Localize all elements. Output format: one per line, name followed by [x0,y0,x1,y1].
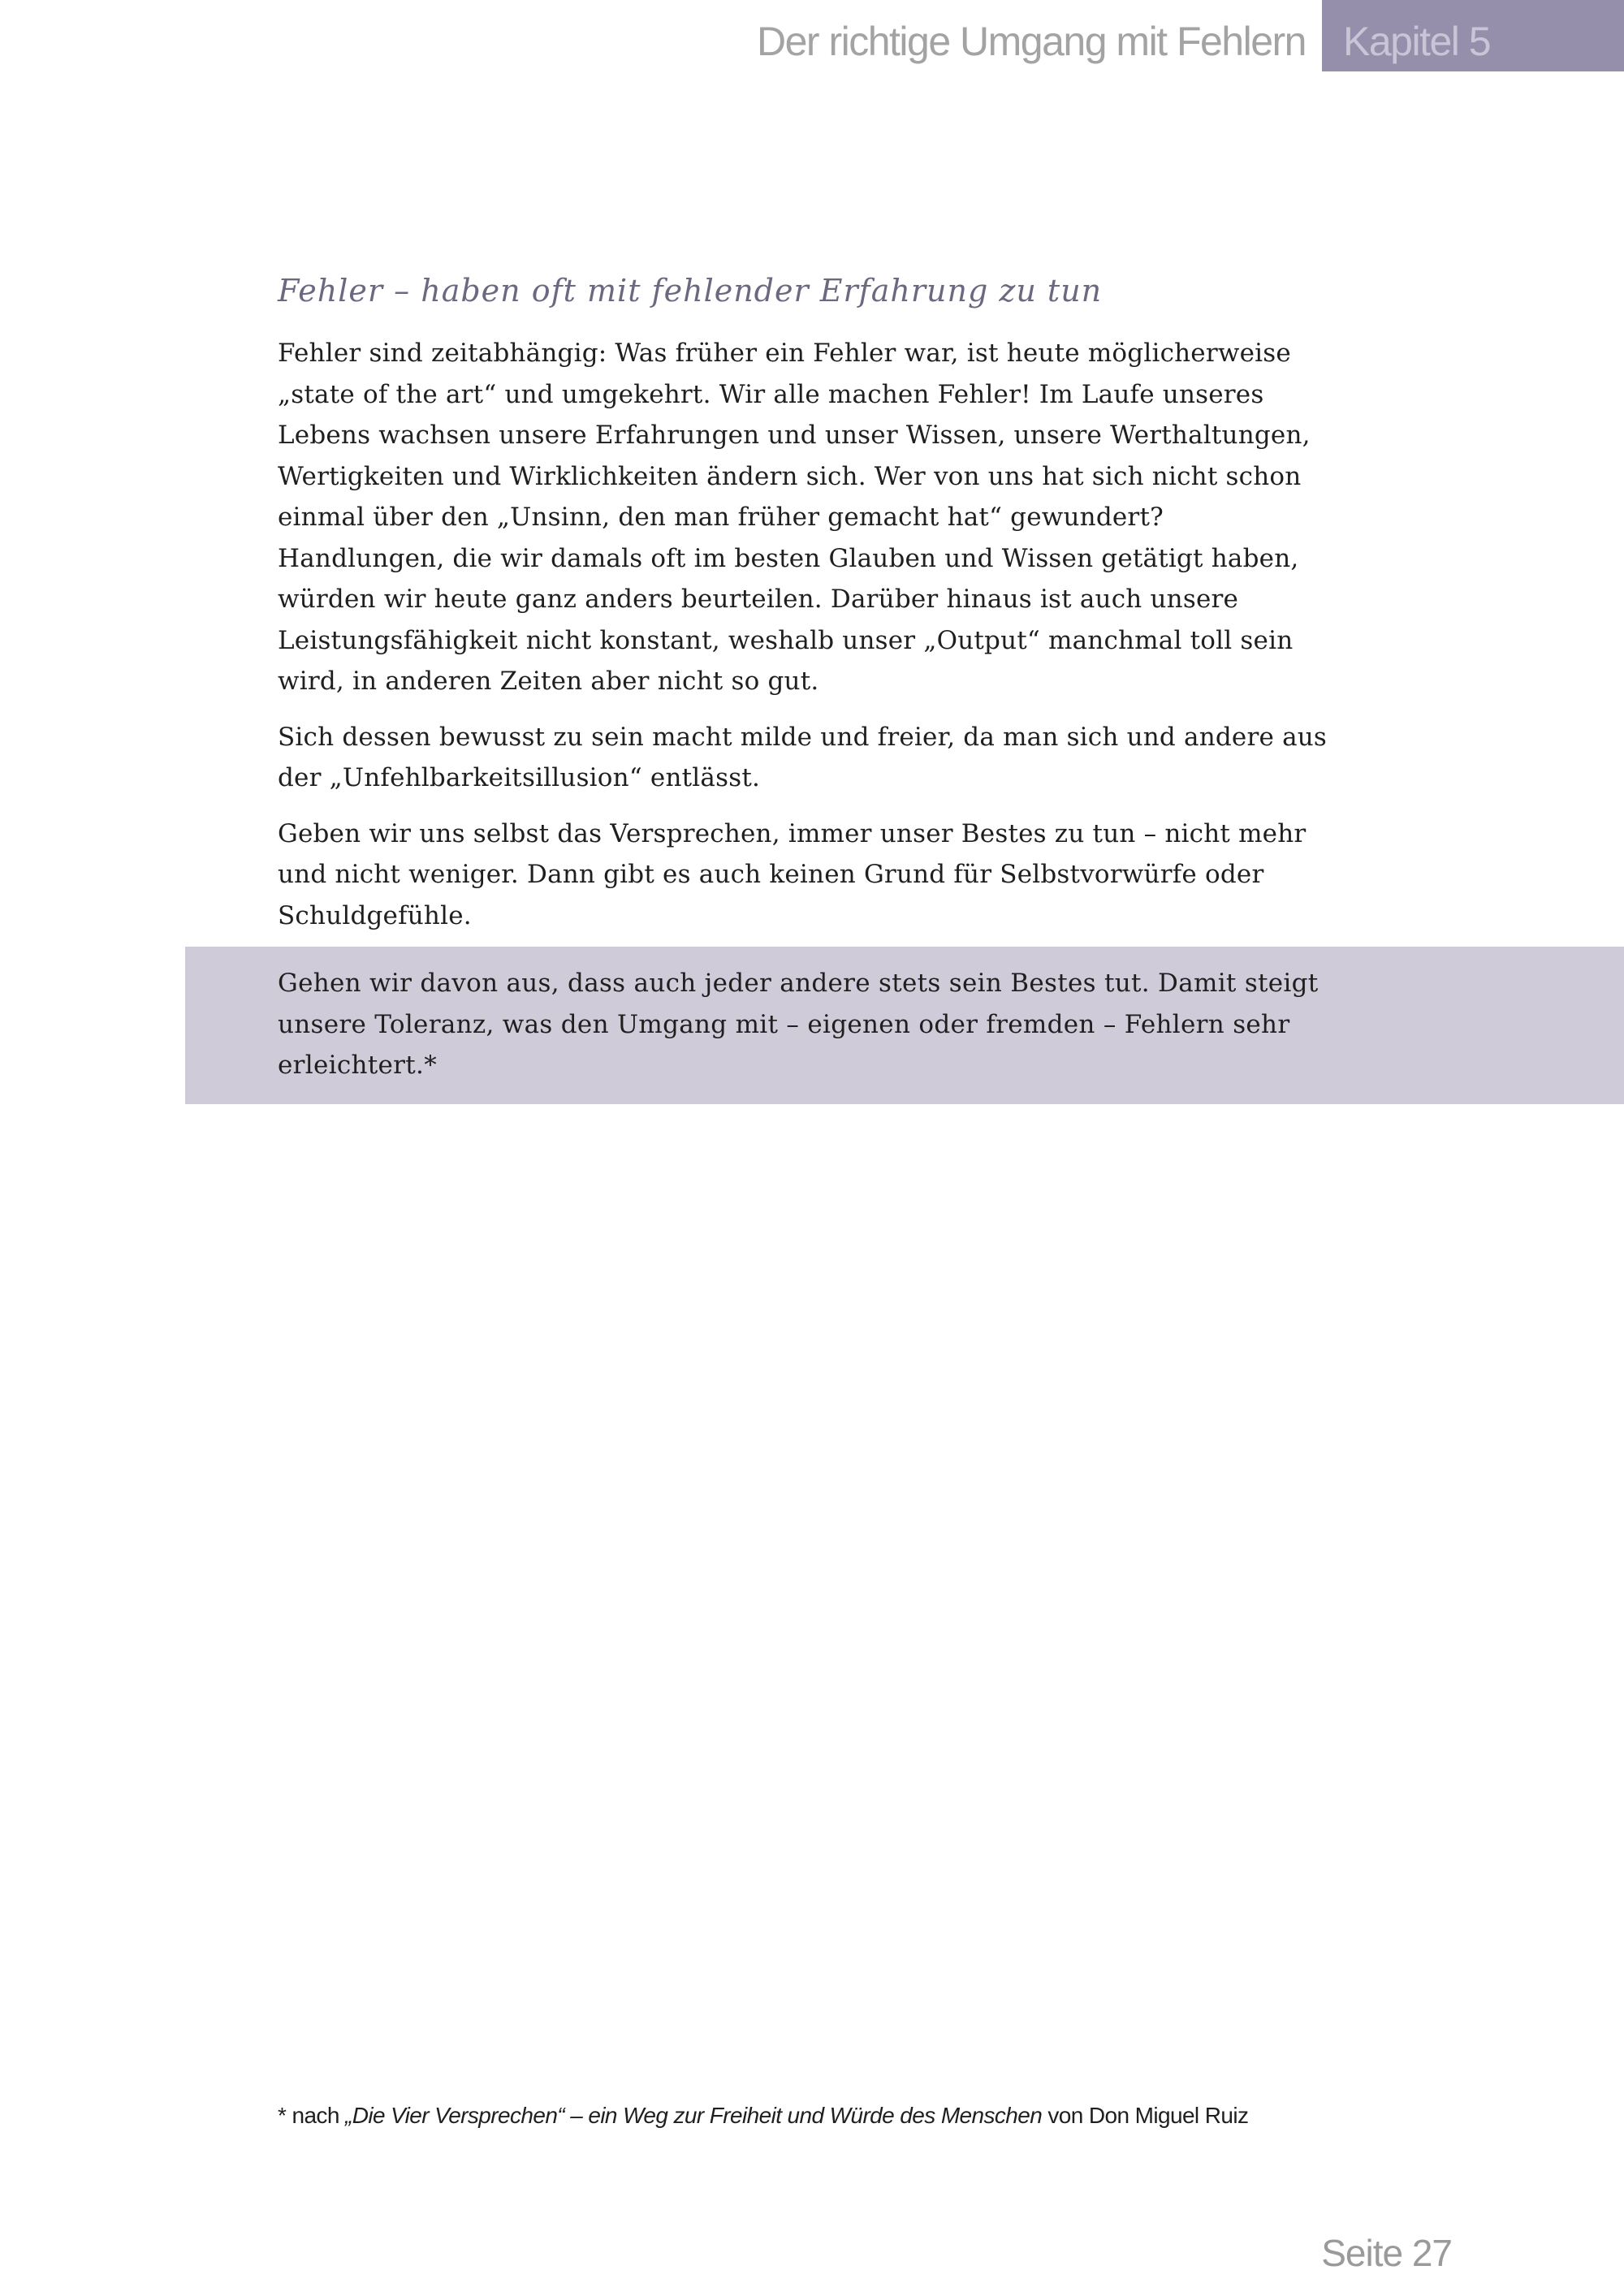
chapter-tab: Kapitel 5 [1322,0,1624,71]
footnote-book-title: „Die Vier Versprechen“ – ein Weg zur Freiheit und Würde des Menschen [344,2103,1043,2128]
footnote [278,2103,1248,2129]
main-content [278,266,1333,951]
page-number: Seite 27 [1321,2232,1452,2274]
body-paragraph-1: Fehler sind zeitabhängig: Was früher ein Fehler war, ist heute möglicherweise „state of the art“ und umgekehrt. Wir alle machen Fehler! Im Laufe unseres Lebens wachsen unsere Erfahrungen und unser Wissen, unsere Werthaltungen, Wertigkeiten und Wirklichkeiten ändern sich. Wer von uns hat sich nicht schon einmal über den „Unsinn, den man früher gemacht hat“ gewundert? Handlungen, die wir damals oft im besten Glauben und Wissen getätigt haben, würden wir heute ganz anders beurteilen. Darüber hinaus ist auch unsere Leistungsfähigkeit nicht konstant, weshalb unser „Output“ manchmal toll sein wird, in anderen Zeiten aber nicht so gut. [278,339,1311,696]
footnote-author: von Don Miguel Ruiz [1042,2103,1249,2128]
section-heading: Fehler – haben oft mit fehlender Erfahrung zu tun [278,273,1103,309]
highlight-box [185,947,1624,1104]
highlight-text: Gehen wir davon aus, dass auch jeder andere stets sein Bestes tut. Damit steigt unsere Toleranz, was den Umgang mit – eigenen oder fremden – Fehlern sehr erleichtert.* [278,969,1319,1080]
body-paragraph-2: Sich dessen bewusst zu sein macht milde und freier, da man sich und andere aus der „Unfehlbarkeitsillusion“ entlässt. [278,722,1328,792]
body-paragraph-3: Geben wir uns selbst das Versprechen, immer unser Bestes zu tun – nicht mehr und nicht weniger. Dann gibt es auch keinen Grund für Selbstvorwürfe oder Schuldgefühle. [278,818,1307,930]
footnote-prefix: * nach [278,2103,345,2128]
running-header-title: Der richtige Umgang mit Fehlern [757,19,1306,64]
